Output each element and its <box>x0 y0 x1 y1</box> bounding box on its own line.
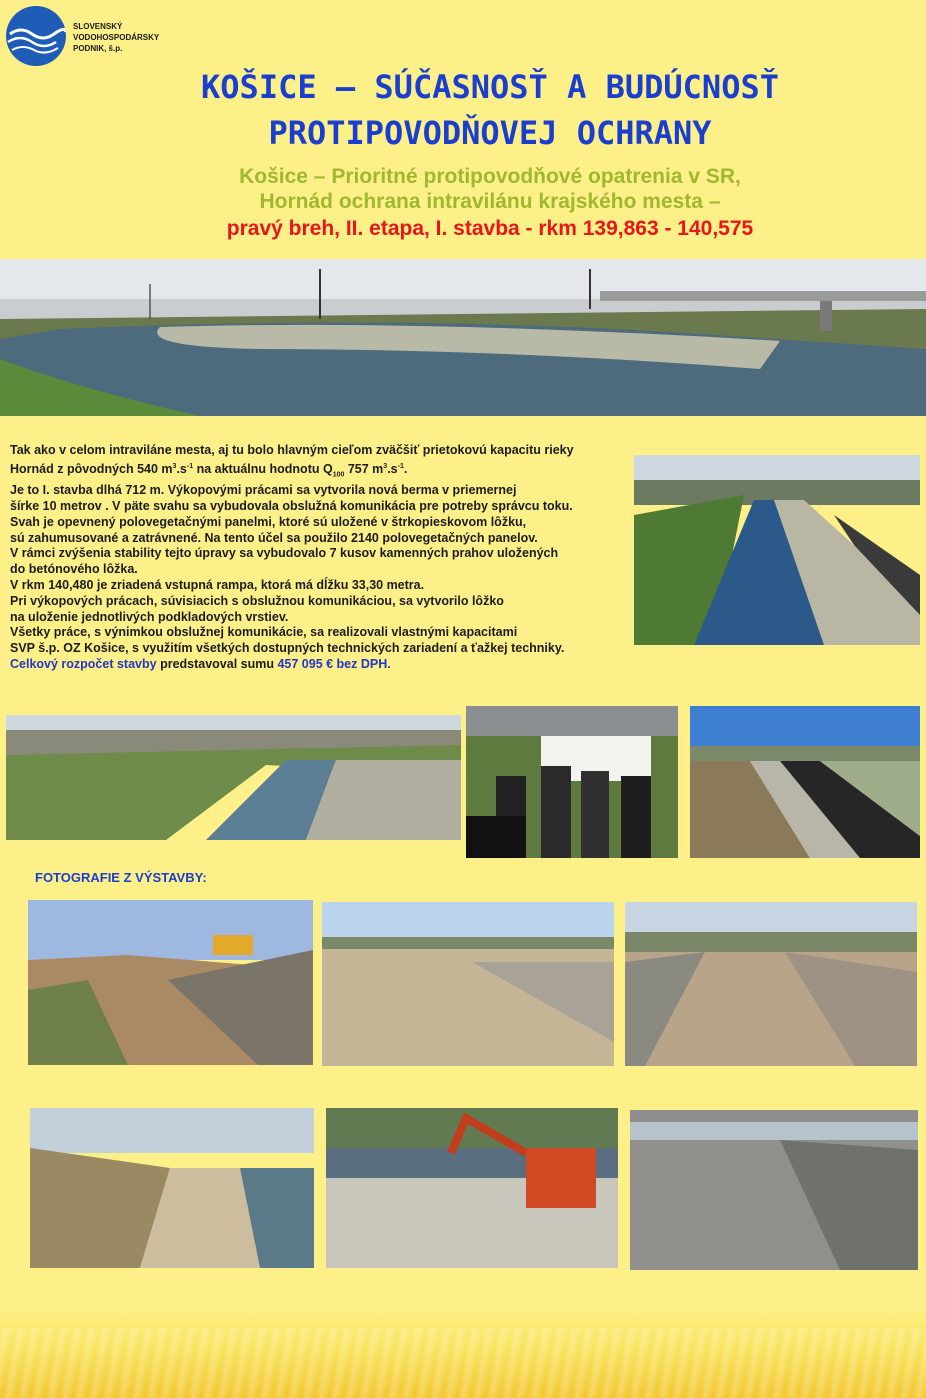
text-line: Hornád z pôvodných 540 $m^3.s^{-1}$ na aktuálnu hodnotu $Q_{100}$ 757 $m^3.s^{-1}$. <box>10 461 408 479</box>
construction-photo <box>30 1108 314 1268</box>
text-line: Svah je opevnený polovegetačnými panelmi, ktoré sú uložené v štrkopieskovom lôžku, <box>10 514 527 529</box>
text-line: do betónového lôžka. <box>10 562 138 577</box>
press-conference-photo <box>466 706 678 858</box>
river-photo <box>634 455 920 645</box>
text-line: na uloženie jednotlivých podkladových vrstiev. <box>10 609 289 624</box>
subtitle-line2: Hornád ochrana intravilánu krajského mesta – <box>259 190 721 213</box>
description-text <box>10 443 635 673</box>
water-waves-icon <box>6 6 66 66</box>
background-glow <box>0 1308 926 1398</box>
logo-line: VODOHOSPODÁRSKY <box>73 33 160 42</box>
budget-line: Celkový rozpočet stavby predstavoval sumu 457 095 € bez DPH. <box>10 657 391 672</box>
construction-photos-label: FOTOGRAFIE Z VÝSTAVBY: <box>35 870 207 885</box>
excavator-photo <box>326 1108 618 1268</box>
road-photo <box>690 706 920 858</box>
text-line: SVP š.p. OZ Košice, s využitím všetkých dostupných technických zariadení a ťažkej techniky. <box>10 641 565 656</box>
text-line: Je to I. stavba dlhá 712 m. Výkopovými prácami sa vytvorila nová berma v priemernej <box>10 483 517 498</box>
text-line: V rámci zvýšenia stability tejto úpravy sa vybudovalo 7 kusov kamenných prahov uložených <box>10 546 559 561</box>
text-line: V rkm 140,480 je zriadená vstupná rampa, ktorá má dĺžku 33,30 metra. <box>10 578 425 593</box>
text-line: Všetky práce, s výnimkou obslužnej komunikácie, sa realizovali vlastnými kapacitami <box>10 625 518 640</box>
panorama-photo <box>0 259 926 416</box>
svp-logo <box>6 6 206 66</box>
panels-photo <box>630 1110 918 1270</box>
text-line: Pri výkopových prácach, súvisiacich s obslužnou komunikáciou, sa vytvorilo lôžko <box>10 593 504 608</box>
subtitle-line1: Košice – Prioritné protipovodňové opatrenia v SR, <box>239 165 741 188</box>
text-line: Tak ako v celom intraviláne mesta, aj tu bolo hlavným cieľom zväčšiť prietokovú kapacitu rieky <box>10 443 574 457</box>
page-title: KOŠICE – SÚČASNOSŤ A BUDÚCNOSŤ <box>201 68 779 106</box>
logo-line: PODNIK, š.p. <box>73 44 123 53</box>
river-photo-wide <box>6 715 461 840</box>
construction-photo <box>322 902 614 1066</box>
construction-photo <box>625 902 917 1066</box>
construction-photo <box>28 900 313 1065</box>
text-line: šírke 10 metrov . V päte svahu sa vybudovala obslužná komunikácia pre potreby správcu toku. <box>10 499 573 514</box>
text-line: sú zahumusované a zatrávnené. Na tento účel sa použilo 2140 polovegetačných panelov. <box>10 530 538 545</box>
logo-text <box>73 21 159 54</box>
logo-line: SLOVENSKÝ <box>73 22 123 31</box>
page-title-line2: PROTIPOVODŇOVEJ OCHRANY <box>268 114 712 152</box>
subtitle-line3: pravý breh, II. etapa, I. stavba - rkm 139,863 - 140,575 <box>226 217 754 240</box>
